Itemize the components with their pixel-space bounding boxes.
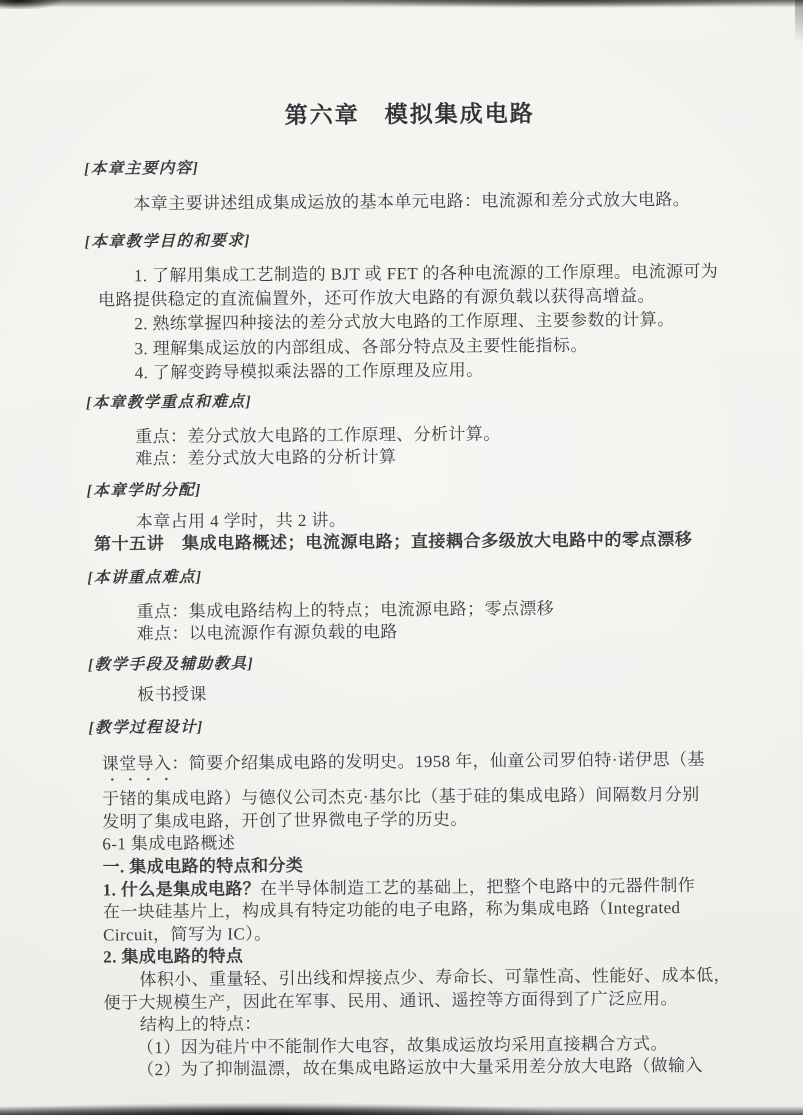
objective-item-1-line-1: 1. 了解用集成工艺制造的 BJT 或 FET 的各种电流源的工作原理。电流源可为 [133, 261, 719, 285]
section-heading-lecture-points: [本讲重点难点] [87, 568, 203, 587]
objective-item-4: 4. 了解变跨导模拟乘法器的工作原理及应用。 [134, 360, 484, 383]
objectives-list [98, 259, 747, 386]
structure-feature-2: （2）为了抑制温漂，故在集成电路运放中大量采用差分放大电路（做输入 [137, 1056, 703, 1080]
class-intro-line-1: 课堂导入：简要介绍集成电路的发明史。1958 年，仙童公司罗伯特·诺伊思（基 [101, 749, 705, 774]
question-1-rest: 在半导体制造工艺的基础上，把整个电路中的元器件制作 [260, 875, 696, 898]
point-2-heading: 2. 集成电路的特点 [103, 946, 244, 967]
question-1-line-2: 在一块硅基片上，构成具有特定功能的电子电路，称为集成电路（Integrated [102, 898, 681, 922]
teaching-aids-paragraph: 板书授课 [137, 684, 207, 705]
chapter-key-point: 重点：差分式放大电路的工作原理、分析计算。 [135, 423, 501, 446]
document-content [84, 0, 752, 1082]
point-2-line-2: 便于大规模生产，因此在军事、民用、通讯、遥控等方面得到了广泛应用。 [103, 988, 678, 1013]
lecture-15-title: 第十五讲 集成电路概述；电流源电路；直接耦合多级放大电路中的零点漂移 [93, 529, 693, 554]
section-heading-chapter-points: [本章教学重点和难点] [85, 392, 253, 412]
chapter-difficult-point: 难点：差分式放大电路的分析计算 [135, 446, 397, 468]
question-1-line-3: Circuit，简写为 IC）。 [103, 923, 272, 945]
chapter-title: 第六章 模拟集成电路 [284, 101, 535, 129]
section-heading-hours: [本章学时分配] [86, 481, 202, 500]
class-intro-line-2: 于锗的集成电路）与德仪公司杰克·基尔比（基于硅的集成电路）间隔数月分别 [101, 785, 700, 809]
scan-edge-bottom [0, 1102, 803, 1115]
question-1-bold-lead: 1. 什么是集成电路？ [102, 878, 261, 900]
hours-paragraph: 本章占用 4 学时，共 2 讲。 [135, 510, 347, 531]
section-heading-teaching-aids: [教学手段及辅助教具] [87, 655, 255, 674]
chapter-points-block [99, 421, 747, 470]
section-heading-main-content: [本章主要内容] [84, 159, 200, 178]
section-6-1-heading: 6-1 集成电路概述 [102, 833, 236, 854]
structure-features-heading: 结构上的特点： [139, 1014, 262, 1035]
objective-item-1-line-2: 电路提供稳定的直流偏置外，还可作放大电路的有源负载以获得高增益。 [98, 286, 655, 310]
section-heading-teaching-process: [教学过程设计] [88, 718, 204, 737]
main-content-paragraph: 本章主要讲述组成集成运放的基本单元电路：电流源和差分式放大电路。 [133, 189, 691, 214]
section-heading-objectives: [本章教学目的和要求] [84, 231, 252, 251]
lecture-difficult-point: 难点：以电流源作有源负载的电路 [136, 622, 398, 644]
hours-block [93, 506, 748, 556]
class-intro-line-3: 发明了集成电路，开创了世界微电子学的历史。 [102, 809, 468, 832]
teaching-process-block [102, 748, 753, 1082]
scan-edge-top [0, 0, 803, 9]
subsection-1-heading: 一. 集成电路的特点和分类 [102, 855, 304, 877]
lecture-points-block [100, 597, 748, 646]
point-2-line-1: 体积小、重量轻、引出线和焊接点少、寿命长、可靠性高、性能好、成本低， [139, 965, 732, 990]
structure-feature-1: （1）因为硅片中不能制作大电容，故集成运放均采用直接耦合方式。 [136, 1033, 668, 1058]
objective-item-2: 2. 熟练掌握四种接法的差分式放大电路的工作原理、主要参数的计算。 [134, 310, 675, 334]
emphasis-dots: ···· [109, 772, 182, 789]
lecture-key-point: 重点：集成电路结构上的特点；电流源电路；零点漂移 [136, 599, 555, 622]
objective-item-3: 3. 理解集成运放的内部组成、各部分特点及主要性能指标。 [134, 335, 588, 358]
scan-edge-right [795, 0, 803, 60]
